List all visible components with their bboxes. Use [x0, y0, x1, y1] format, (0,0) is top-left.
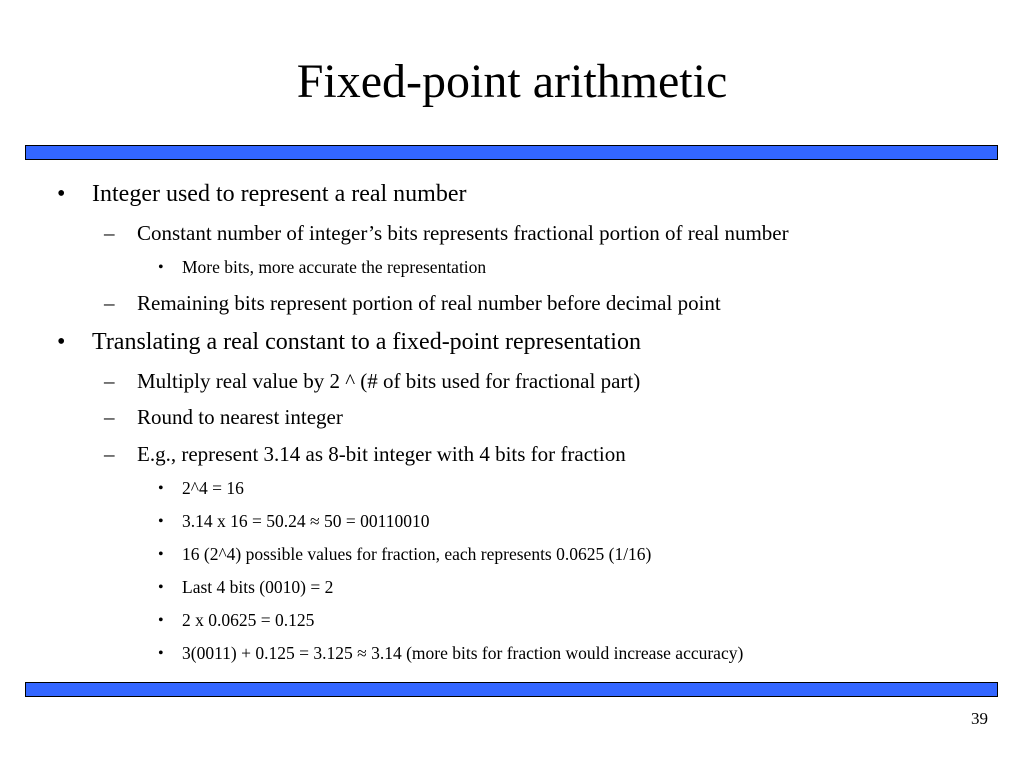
sub-sub-bullet-item: [158, 610, 315, 631]
dash-marker: –: [104, 291, 115, 315]
bullet-marker: •: [158, 546, 164, 563]
bullet-marker: •: [158, 612, 164, 629]
sub-bullet-text: Constant number of integer’s bits represents fractional portion of real number: [137, 221, 789, 245]
bullet-item: [57, 328, 641, 356]
sub-bullet-text: Remaining bits represent portion of real number before decimal point: [137, 291, 721, 315]
sub-sub-bullet-item: [158, 511, 430, 532]
bullet-marker: •: [57, 181, 66, 207]
bullet-marker: •: [158, 513, 164, 530]
sub-sub-bullet-text: 2 x 0.0625 = 0.125: [182, 610, 315, 630]
sub-sub-bullet-text: 3.14 x 16 = 50.24 ≈ 50 = 00110010: [182, 511, 430, 531]
sub-sub-bullet-text: Last 4 bits (0010) = 2: [182, 577, 334, 597]
dash-marker: –: [104, 369, 115, 393]
dash-marker: –: [104, 442, 115, 466]
slide-title: Fixed-point arithmetic: [296, 55, 728, 108]
sub-sub-bullet-text: 16 (2^4) possible values for fraction, each represents 0.0625 (1/16): [182, 544, 652, 564]
sub-bullet-item: [104, 291, 721, 316]
sub-bullet-text: E.g., represent 3.14 as 8-bit integer with 4 bits for fraction: [137, 442, 626, 466]
bottom-divider-bar: [25, 682, 998, 697]
bullet-marker: •: [158, 645, 164, 662]
sub-bullet-text: Round to nearest integer: [137, 405, 343, 429]
sub-bullet-text: Multiply real value by 2 ^ (# of bits used for fractional part): [137, 369, 641, 393]
bullet-marker: •: [158, 579, 164, 596]
bullet-text: Translating a real constant to a fixed-point representation: [92, 329, 641, 355]
bullet-marker: •: [158, 480, 164, 497]
sub-sub-bullet-text: 3(0011) + 0.125 = 3.125 ≈ 3.14 (more bits for fraction would increase accuracy): [182, 643, 744, 663]
sub-bullet-item: [104, 442, 626, 467]
sub-sub-bullet-text: More bits, more accurate the representation: [182, 257, 487, 277]
bullet-text: Integer used to represent a real number: [92, 181, 467, 207]
sub-sub-bullet-item: [158, 257, 487, 278]
dash-marker: –: [104, 405, 115, 429]
sub-bullet-item: [104, 221, 789, 246]
dash-marker: –: [104, 221, 115, 245]
bullet-item: [57, 180, 467, 208]
sub-bullet-item: [104, 405, 343, 430]
sub-sub-bullet-text: 2^4 = 16: [182, 478, 244, 498]
sub-sub-bullet-item: [158, 544, 652, 565]
bullet-marker: •: [57, 329, 66, 355]
sub-sub-bullet-item: [158, 478, 244, 499]
sub-sub-bullet-item: [158, 643, 744, 664]
bullet-marker: •: [158, 259, 164, 276]
sub-bullet-item: [104, 369, 641, 394]
page-number: 39: [971, 709, 988, 728]
sub-sub-bullet-item: [158, 577, 334, 598]
